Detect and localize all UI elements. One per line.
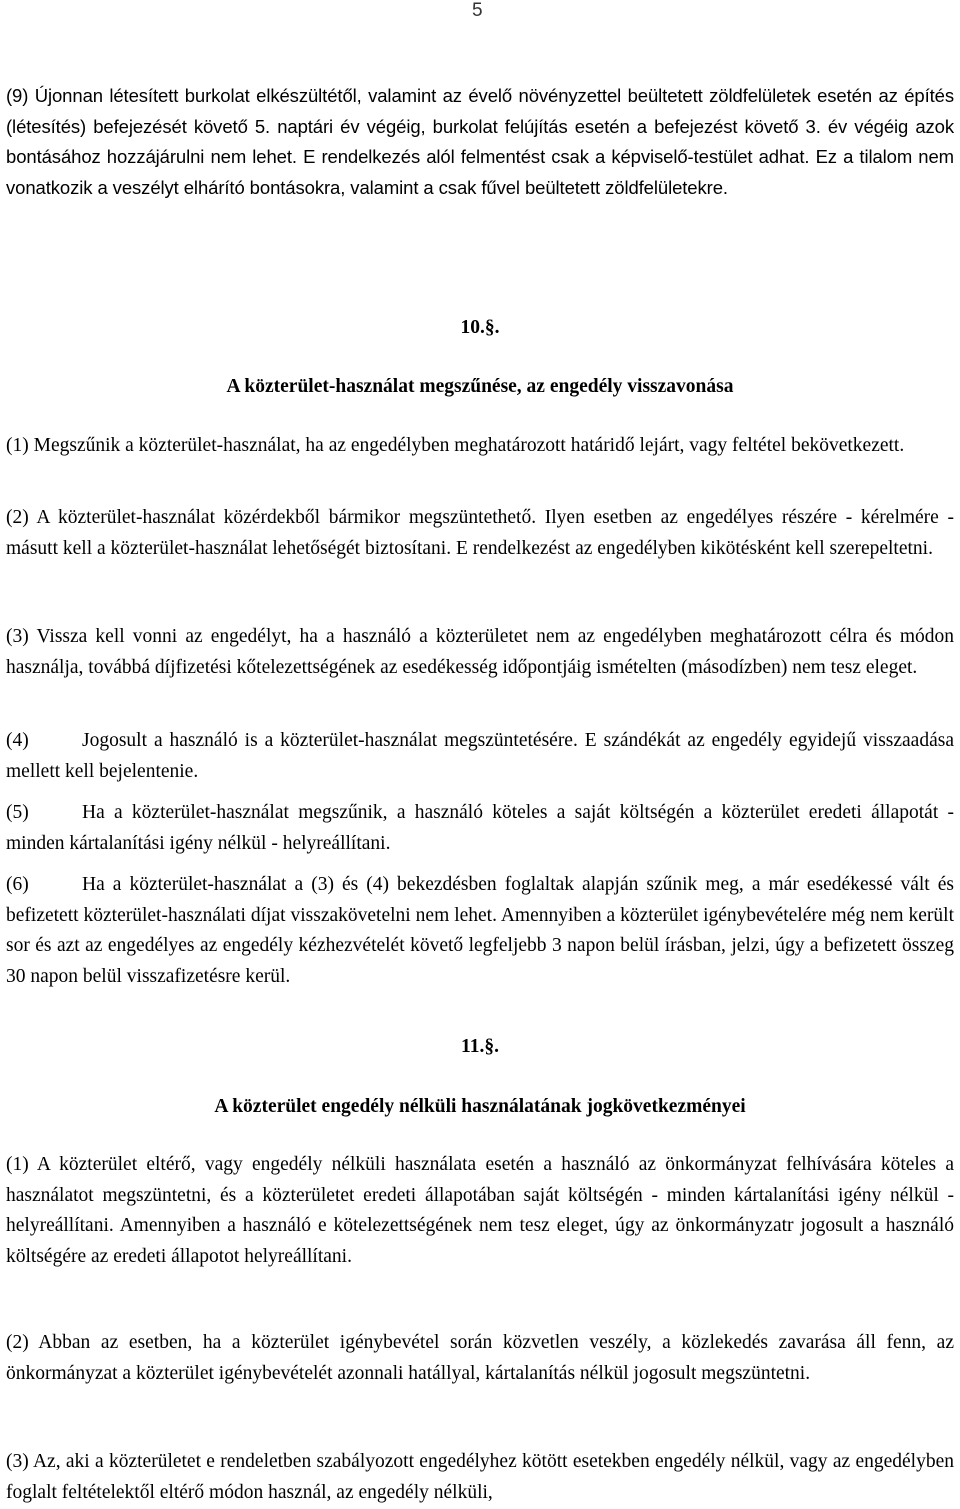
section-10-paragraph-2: (2) A közterület-használat közérdekből bármikor megszüntethető. Ilyen esetben az engedélyes részére - kérelmére - másutt kell a közterület-használat lehetőségét biztosítani. E rendelkezést az engedélyben kikötésként kell szerepeltetni. [6,507,954,559]
section-10-paragraph-3: (3) Vissza kell vonni az engedélyt, ha a használó a közterületet nem az engedélyben meghatározott célra és módon használja, továbbá díjfizetési kőtelezettségének az esedékesség időpontjáig ismételten (másodízben) nem tesz eleget. [6,626,954,678]
section-11-paragraph-2: (2) Abban az esetben, ha a közterület igénybevétel során közvetlen veszély, a közlekedés zavarása áll fenn, az önkormányzat a közterület igénybevételét azonnali hatállyal, kártalanítás nélkül jogosult megszüntetni. [6,1332,954,1384]
paragraph-9: (9) Újonnan létesített burkolat elkészültétől, valamint az évelő növényzettel beültetett zöldfelületek esetén az építés (létesítés) befejezését követő 5. naptári év végéig, burkolat felújítás esetén a befejezést követő 3. év végéig azok bontásához hozzájárulni nem lehet. E rendelkezés alól felmentést csak a képviselő-testület adhat. Ez a tilalom nem vonatkozik a veszélyt elhárító bontásokra, valamint a csak fűvel beültetett zöldfelületekre. [6,85,954,198]
paragraph-4-text: Jogosult a használó is a közterület-használat megszüntetésére. E szándékát az engedély egyidejű visszaadása mellett kell bejelentenie. [6,730,954,782]
section-10-number: 10.§. [460,317,500,338]
section-11-paragraph-3: (3) Az, aki a közterületet e rendeletben szabályozott engedélyhez kötött esetekben engedély nélkül, vagy az engedélyben foglalt feltételektől eltérő módon használ, az engedély nélküli, [6,1451,954,1503]
section-10-paragraph-6 [6,870,954,992]
page-number: 5 [472,0,483,21]
section-10-title: A közterület-használat megszűnése, az engedély visszavonása [226,376,734,397]
section-11-title: A közterület engedély nélküli használatának jogkövetkezményei [214,1096,746,1117]
paragraph-6-number: (6) [6,874,29,895]
paragraph-4-number: (4) [6,730,29,751]
section-11-paragraph-1: (1) A közterület eltérő, vagy engedély nélküli használata esetén a használó az önkormányzat felhívására köteles a használatot megszüntetni, és a közterületet eredeti állapotában saját költségén - minden kártalanítási igény nélkül - helyreállítani. Amennyiben a használó e kötelezettségének nem tesz eleget, úgy az önkormányzatr jogosult a használó költségére az eredeti állapotot helyreállítani. [6,1154,954,1267]
section-10-paragraph-1: (1) Megszűnik a közterület-használat, ha az engedélyben meghatározott határidő lejárt, vagy feltétel bekövetkezett. [6,435,905,456]
section-10-paragraph-4 [6,726,954,787]
paragraph-5-text: Ha a közterület-használat megszűnik, a használó köteles a saját költségén a közterület eredeti állapotát - minden kártalanítási igény nélkül - helyreállítani. [6,802,954,854]
section-11-number: 11.§. [461,1036,499,1057]
paragraph-5-number: (5) [6,802,29,823]
paragraph-6-text: Ha a közterület-használat a (3) és (4) bekezdésben foglaltak alapján szűnik meg, a már esedékessé vált és befizetett közterület-használati díjat visszakövetelni nem lehet. Amennyiben a közterület igénybevételére még nem került sor és azt az engedélyes az engedély kézhezvételét követő legfeljebb 3 napon belül írásban, jelzi, úgy a befizetett összeg 30 napon belül visszafizetésre kerül. [6,874,954,987]
section-10-paragraph-5 [6,798,954,859]
